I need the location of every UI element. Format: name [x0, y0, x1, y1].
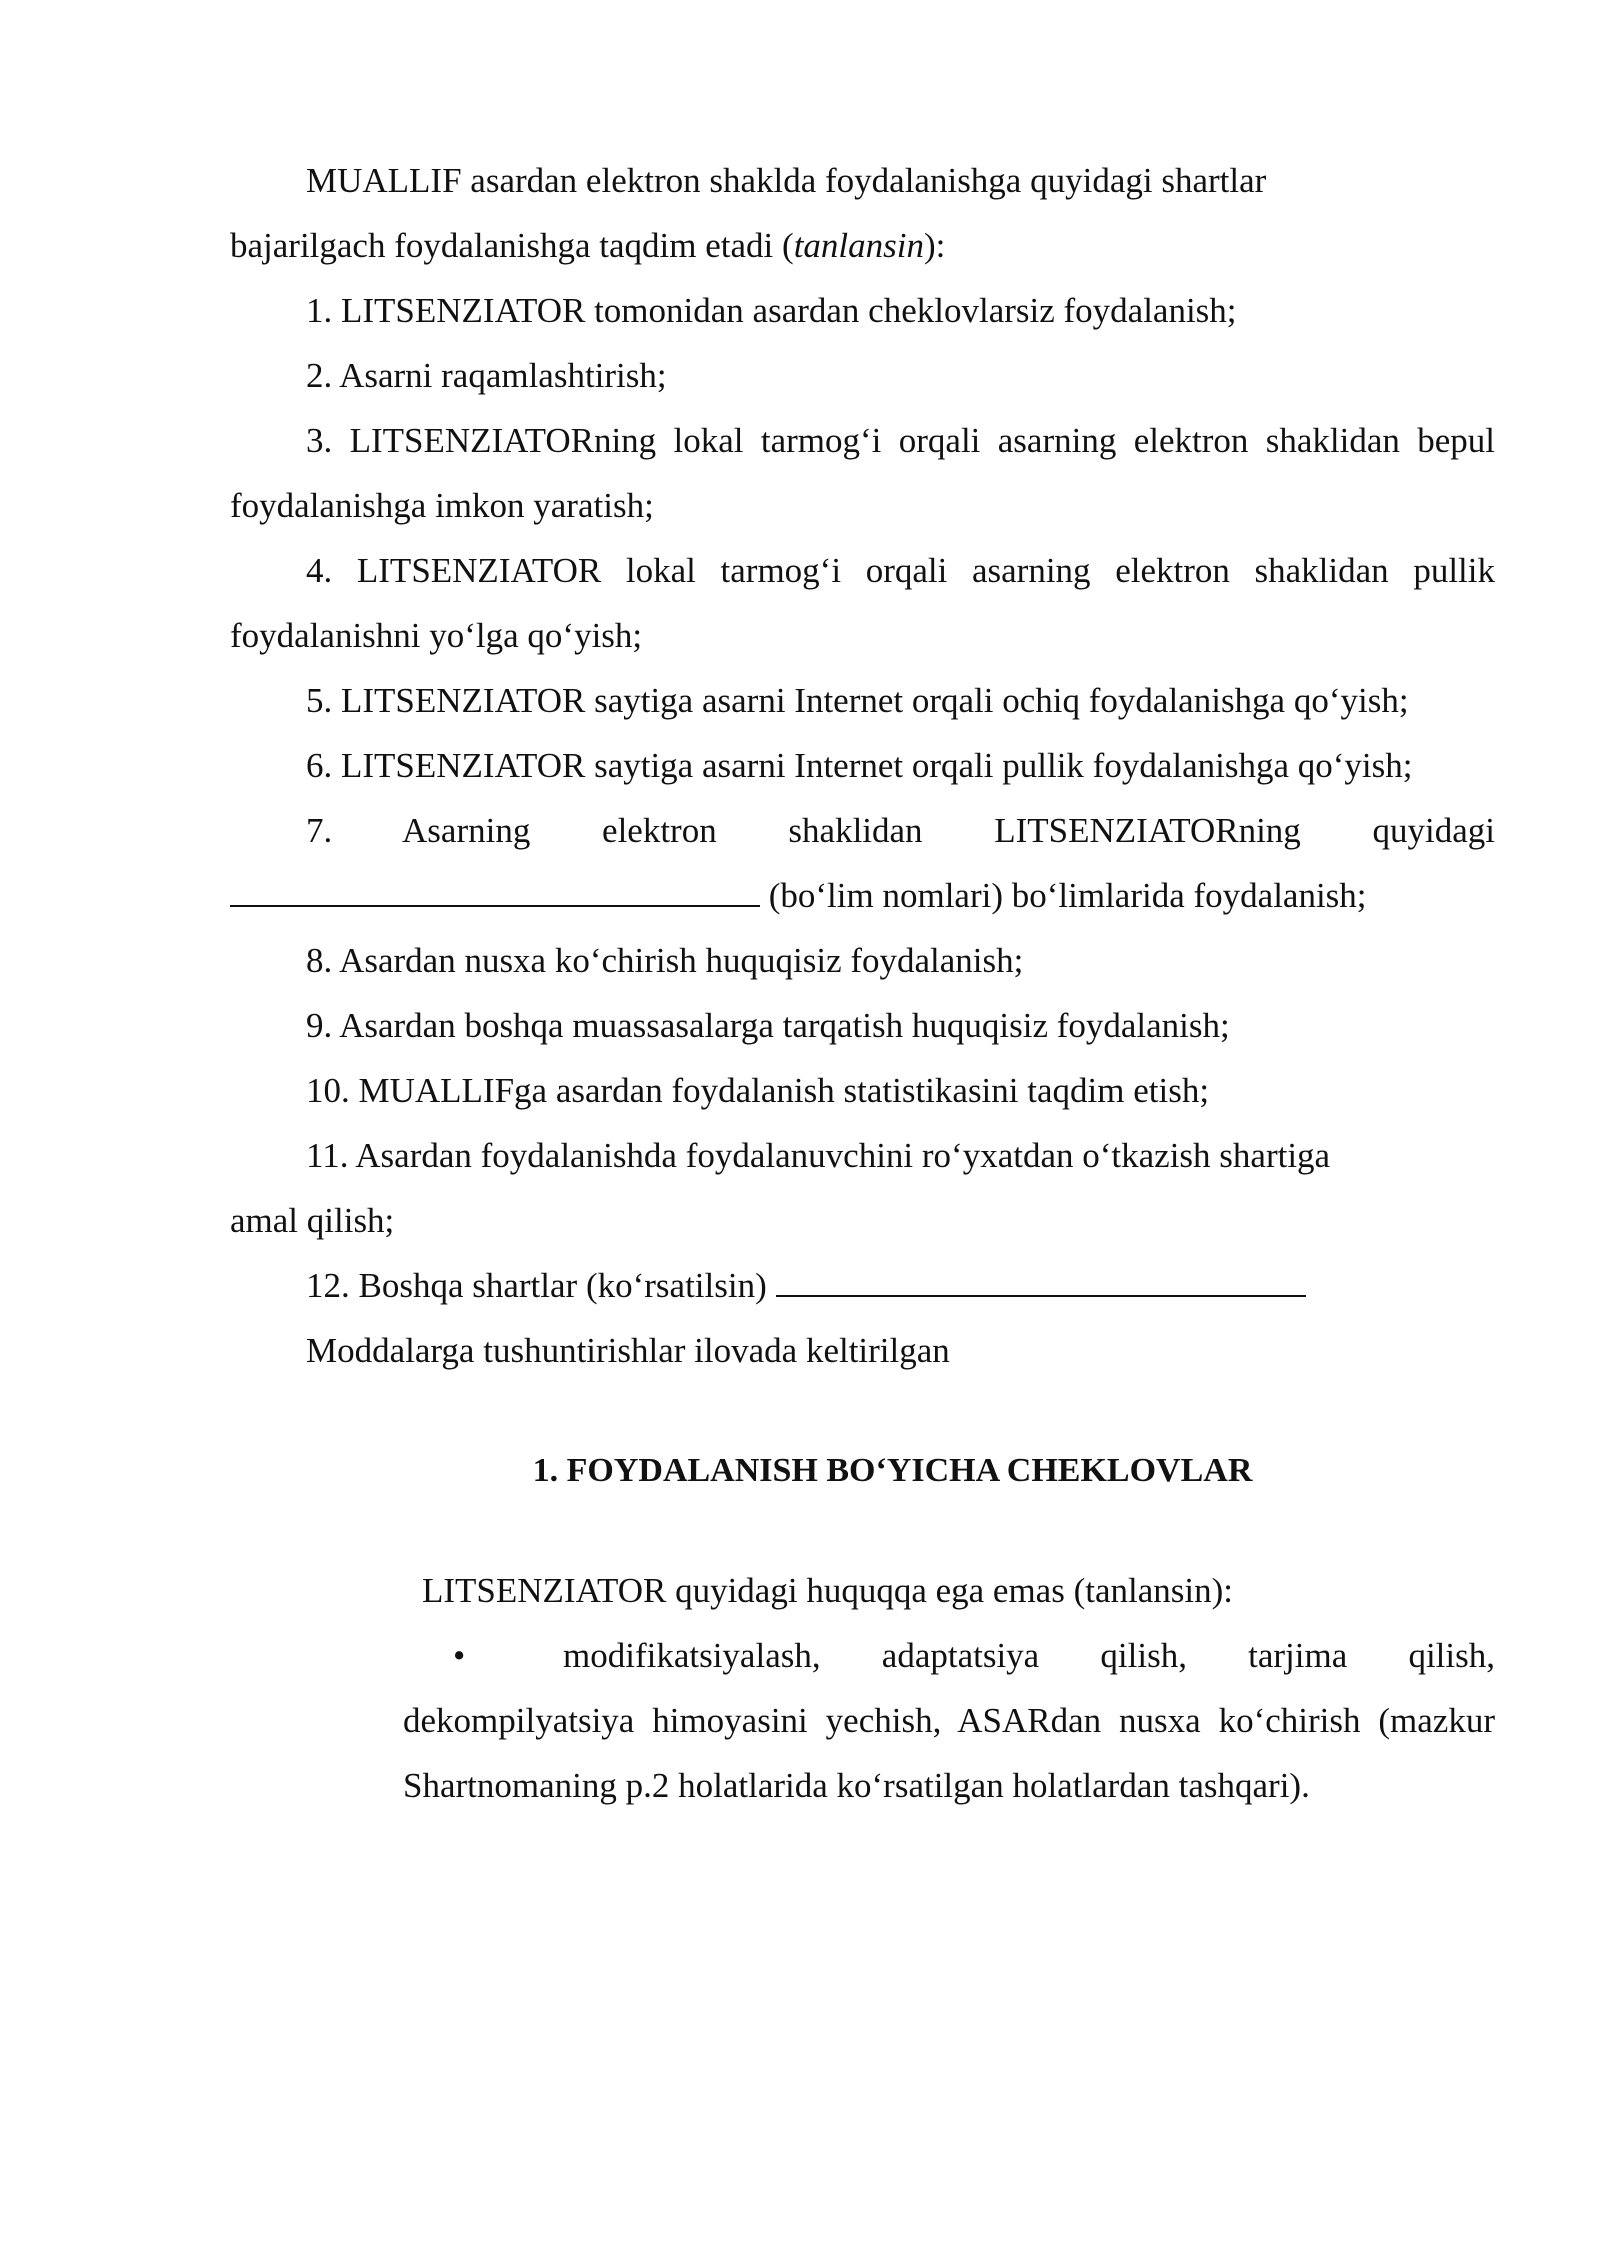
blank-line-other-conditions[interactable] [776, 1255, 1306, 1297]
bullet-item [230, 1623, 1495, 1818]
list-item-7-suffix: (bo‘lim nomlari) bo‘limlarida foydalanish; [760, 876, 1367, 915]
note-line: Moddalarga tushuntirishlar ilovada keltirilgan [306, 1331, 950, 1370]
list-item-9: 9. Asardan boshqa muassasalarga tarqatish huquqisiz foydalanish; [306, 1006, 1230, 1045]
intro-line-1 [230, 148, 1495, 213]
list-item-11-line-1: 11. Asardan foydalanishda foydalanuvchini ro‘yxatdan o‘tkazish shartiga [306, 1136, 1331, 1175]
bullet-dot-icon: • [453, 1636, 466, 1675]
list-item-8: 8. Asardan nusxa ko‘chirish huquqisiz foydalanish; [306, 941, 1024, 980]
intro-line-2-suffix: ): [923, 226, 946, 265]
list-item-11-line-2: amal qilish; [230, 1201, 395, 1240]
list-item-7-line-1: 7. Asarning elektron shaklidan LITSENZIATORning quyidagi [306, 811, 1495, 850]
list-item-1: 1. LITSENZIATOR tomonidan asardan cheklovlarsiz foydalanish; [306, 291, 1237, 330]
intro-line-2-prefix: bajarilgach foydalanishga taqdim etadi ( [230, 226, 794, 265]
list-item-6: 6. LITSENZIATOR saytiga asarni Internet orqali pullik foydalanishga qo‘yish; [306, 746, 1413, 785]
list-item-12 [230, 1253, 1495, 1318]
intro-line-2 [230, 213, 1495, 278]
intro-italic-word: tanlansin [793, 226, 924, 265]
section-heading: 1. FOYDALANISH BO‘YICHA CHEKLOVLAR [532, 1452, 1253, 1489]
blank-line-section-names[interactable] [230, 865, 760, 907]
intro-line-1-text: MUALLIF asardan elektron shaklda foydalanishga quyidagi shartlar [306, 161, 1267, 200]
document-page [230, 148, 1495, 1818]
list-item-4: 4. LITSENZIATOR lokal tarmog‘i orqali asarning elektron shaklidan pullik foydalanishni yo‘lga qo‘yish; [230, 551, 1495, 655]
bullet-item-text: modifikatsiyalash, adaptatsiya qilish, tarjima qilish, dekompilyatsiya himoyasini yechish, ASARdan nusxa ko‘chirish (mazkur Shartnomaning p.2 holatlarida ko‘rsatilgan holatlardan tashqari). [403, 1636, 1495, 1805]
list-item-7-line-2 [230, 863, 1495, 928]
list-item-3: 3. LITSENZIATORning lokal tarmog‘i orqali asarning elektron shaklidan bepul foydalanishga imkon yaratish; [230, 421, 1495, 525]
list-item-10: 10. MUALLIFga asardan foydalanish statistikasini taqdim etish; [306, 1071, 1210, 1110]
list-item-2: 2. Asarni raqamlashtirish; [306, 356, 667, 395]
section-intro: LITSENZIATOR quyidagi huquqqa ega emas (tanlansin): [422, 1571, 1233, 1610]
list-item-5: 5. LITSENZIATOR saytiga asarni Internet orqali ochiq foydalanishga qo‘yish; [306, 681, 1409, 720]
list-item-12-text: 12. Boshqa shartlar (ko‘rsatilsin) [306, 1266, 776, 1305]
